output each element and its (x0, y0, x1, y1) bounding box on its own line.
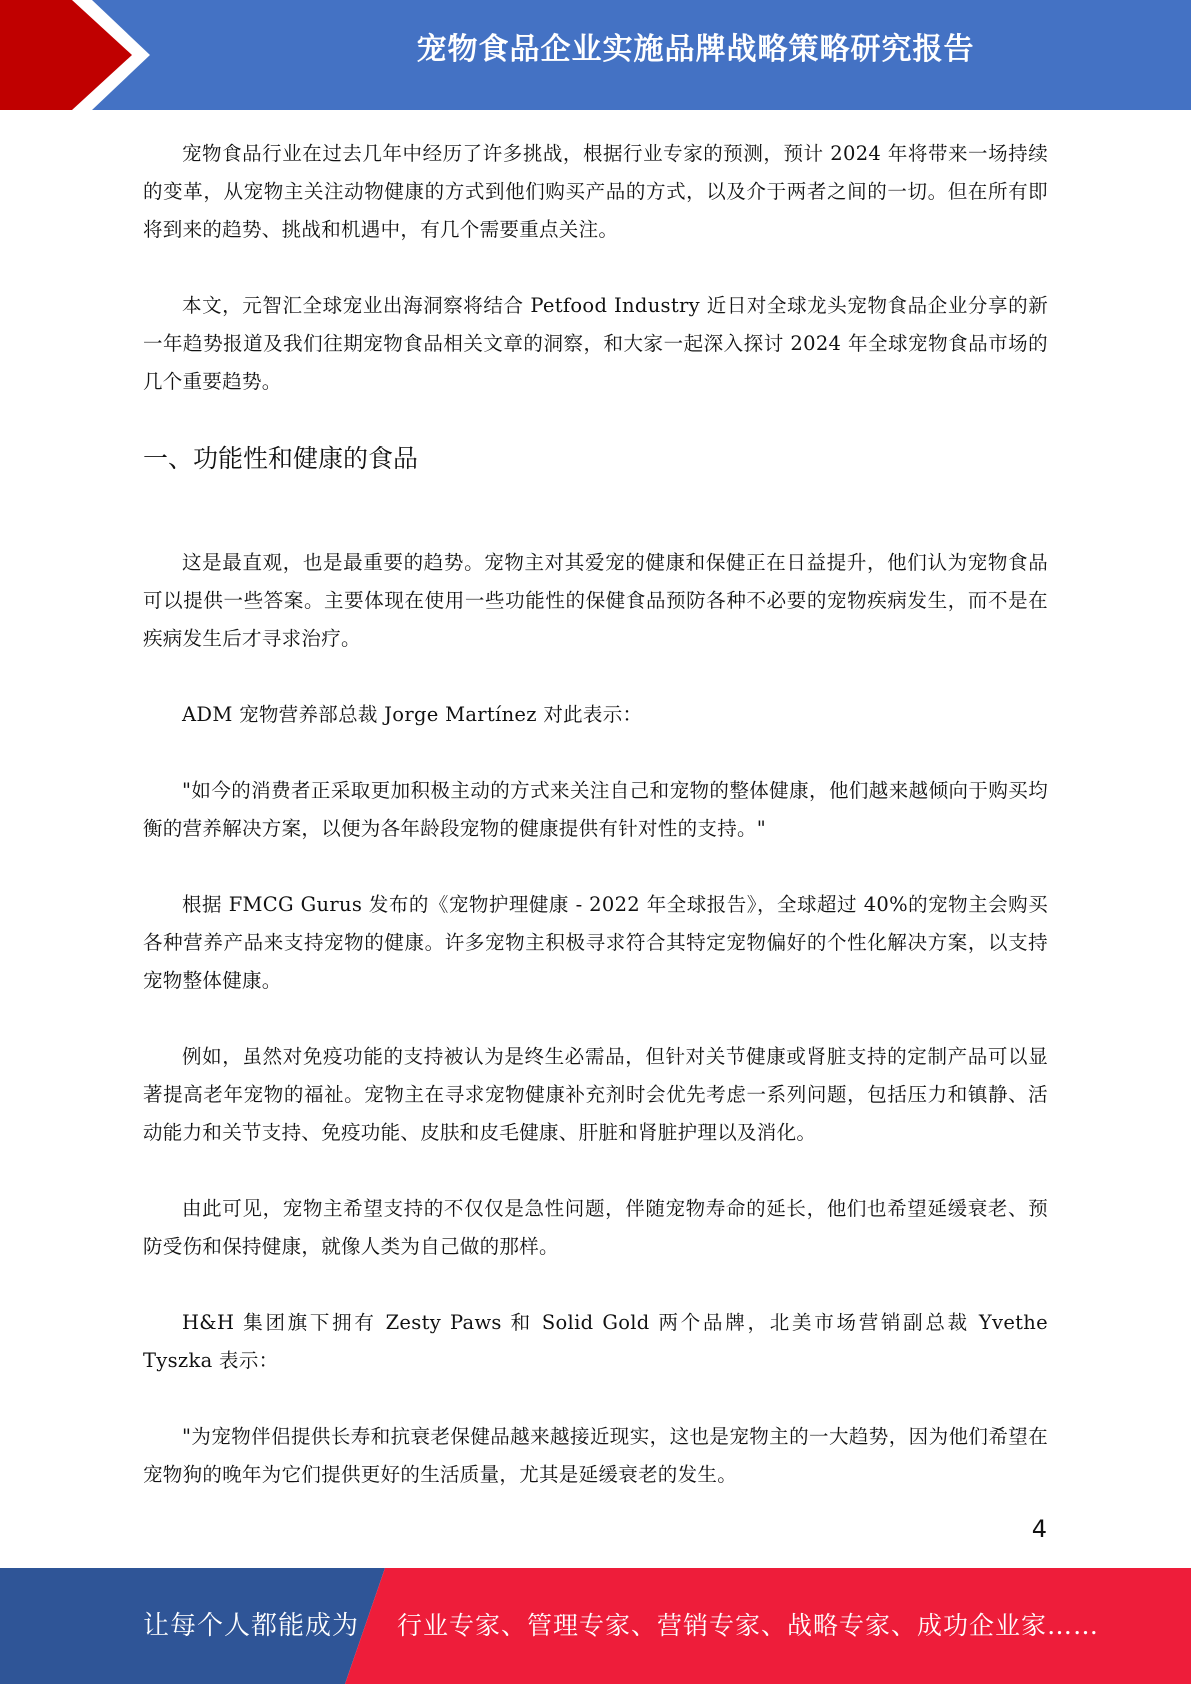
body-paragraph: 由此可见，宠物主希望支持的不仅仅是急性问题，伴随宠物寿命的延长，他们也希望延缓衰老、预防受伤和保持健康，就像人类为自己做的那样。 (143, 1197, 1048, 1258)
quote-paragraph: "为宠物伴侣提供长寿和抗衰老保健品越来越接近现实，这也是宠物主的一大趋势，因为他们希望在宠物狗的晚年为它们提供更好的生活质量，尤其是延缓衰老的发生。 (143, 1425, 1048, 1486)
body-paragraph: H&H 集团旗下拥有 Zesty Paws 和 Solid Gold 两个品牌，北美市场营销副总裁 Yvethe Tyszka 表示： (143, 1311, 1048, 1372)
body-paragraph: 根据 FMCG Gurus 发布的《宠物护理健康 - 2022 年全球报告》，全球超过 40%的宠物主会购买各种营养产品来支持宠物的健康。许多宠物主积极寻求符合其特定宠物偏好的个性化解决方案，以支持宠物整体健康。 (143, 893, 1048, 992)
report-title: 宠物食品企业实施品牌战略策略研究报告 (416, 32, 975, 67)
body-paragraph: ADM 宠物营养部总裁 Jorge Martínez 对此表示： (182, 703, 643, 726)
body-paragraph: 例如，虽然对免疫功能的支持被认为是终生必需品，但针对关节健康或肾脏支持的定制产品可以显著提高老年宠物的福祉。宠物主在寻求宠物健康补充剂时会优先考虑一系列问题，包括压力和镇静、活动能力和关节支持、免疫功能、皮肤和皮毛健康、肝脏和肾脏护理以及消化。 (143, 1045, 1048, 1144)
intro-paragraph: 本文，元智汇全球宠业出海洞察将结合 Petfood Industry 近日对全球龙头宠物食品企业分享的新一年趋势报道及我们往期宠物食品相关文章的洞察，和大家一起深入探讨 2024 年全球宠物食品市场的几个重要趋势。 (143, 294, 1048, 393)
section-heading: 一、功能性和健康的食品 (143, 444, 419, 473)
footer-slogan-right: 行业专家、管理专家、营销专家、战略专家、成功企业家…… (397, 1611, 1100, 1640)
intro-paragraph: 宠物食品行业在过去几年中经历了许多挑战，根据行业专家的预测，预计 2024 年将带来一场持续的变革，从宠物主关注动物健康的方式到他们购买产品的方式，以及介于两者之间的一切。但在所有即将到来的趋势、挑战和机遇中，有几个需要重点关注。 (143, 142, 1048, 241)
page-number: 4 (1031, 1515, 1047, 1543)
main-content (143, 135, 1048, 1532)
quote-paragraph: "如今的消费者正采取更加积极主动的方式来关注自己和宠物的整体健康，他们越来越倾向于购买均衡的营养解决方案，以便为各年龄段宠物的健康提供有针对性的支持。" (143, 779, 1048, 840)
page-footer (0, 1568, 1191, 1684)
footer-slogan-left: 让每个人都能成为 (143, 1611, 360, 1641)
body-paragraph: 这是最直观，也是最重要的趋势。宠物主对其爱宠的健康和保健正在日益提升，他们认为宠物食品可以提供一些答案。主要体现在使用一些功能性的保健食品预防各种不必要的宠物疾病发生，而不是在疾病发生后才寻求治疗。 (143, 551, 1048, 650)
page-header (0, 0, 1191, 110)
